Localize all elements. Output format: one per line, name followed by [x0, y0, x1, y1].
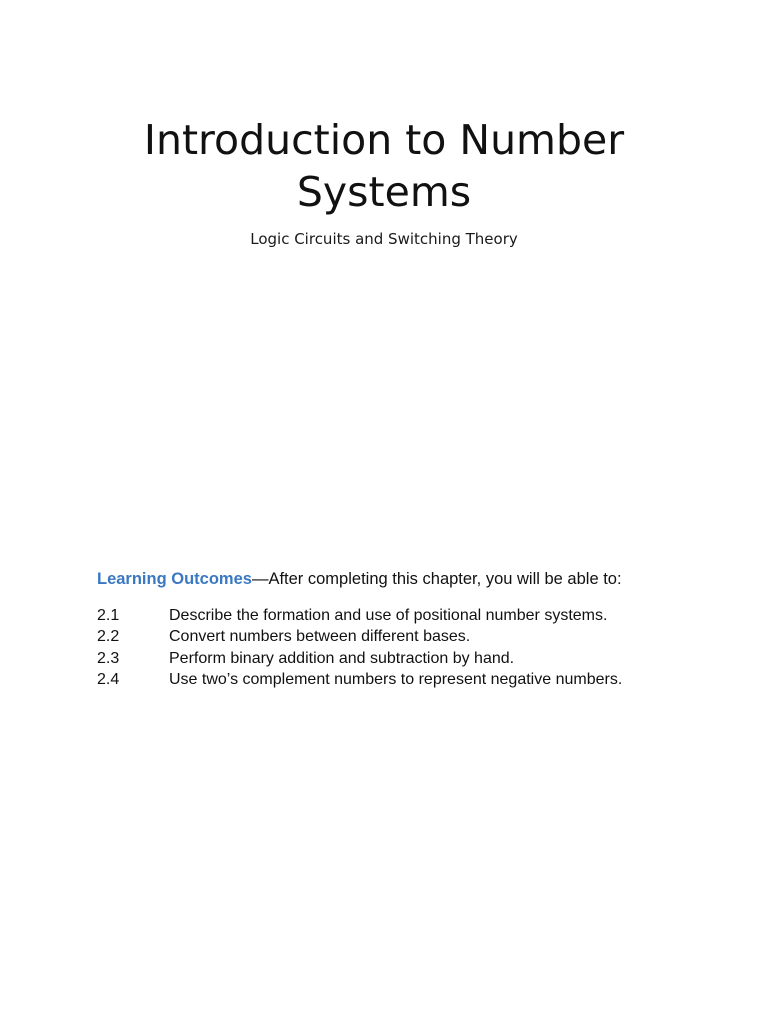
document-title-line-1: Introduction to Number	[143, 116, 625, 164]
learning-outcome-text: Perform binary addition and subtraction by hand.	[169, 649, 515, 667]
learning-outcome-item	[97, 648, 622, 669]
learning-outcomes-intro: —After completing this chapter, you will be able to:	[251, 570, 622, 588]
learning-outcome-number: 2.1	[97, 607, 120, 624]
learning-outcomes-label: Learning Outcomes	[97, 570, 252, 588]
learning-outcome-number: 2.3	[97, 649, 120, 667]
learning-outcome-number: 2.4	[97, 670, 120, 688]
learning-outcome-number: 2.2	[97, 628, 120, 646]
learning-outcome-item	[97, 605, 622, 626]
learning-outcome-text: Convert numbers between different bases.	[169, 628, 471, 646]
learning-outcomes-list	[97, 605, 622, 690]
learning-outcome-text: Describe the formation and use of positional number systems.	[169, 607, 608, 624]
learning-outcome-item	[97, 669, 622, 690]
document-title	[0, 114, 768, 218]
document-subtitle: Logic Circuits and Switching Theory	[250, 230, 518, 248]
learning-outcome-item	[97, 626, 622, 647]
learning-outcome-text: Use two’s complement numbers to represent negative numbers.	[169, 670, 623, 688]
learning-outcomes-heading	[97, 569, 622, 589]
document-title-line-2: Systems	[296, 168, 472, 216]
